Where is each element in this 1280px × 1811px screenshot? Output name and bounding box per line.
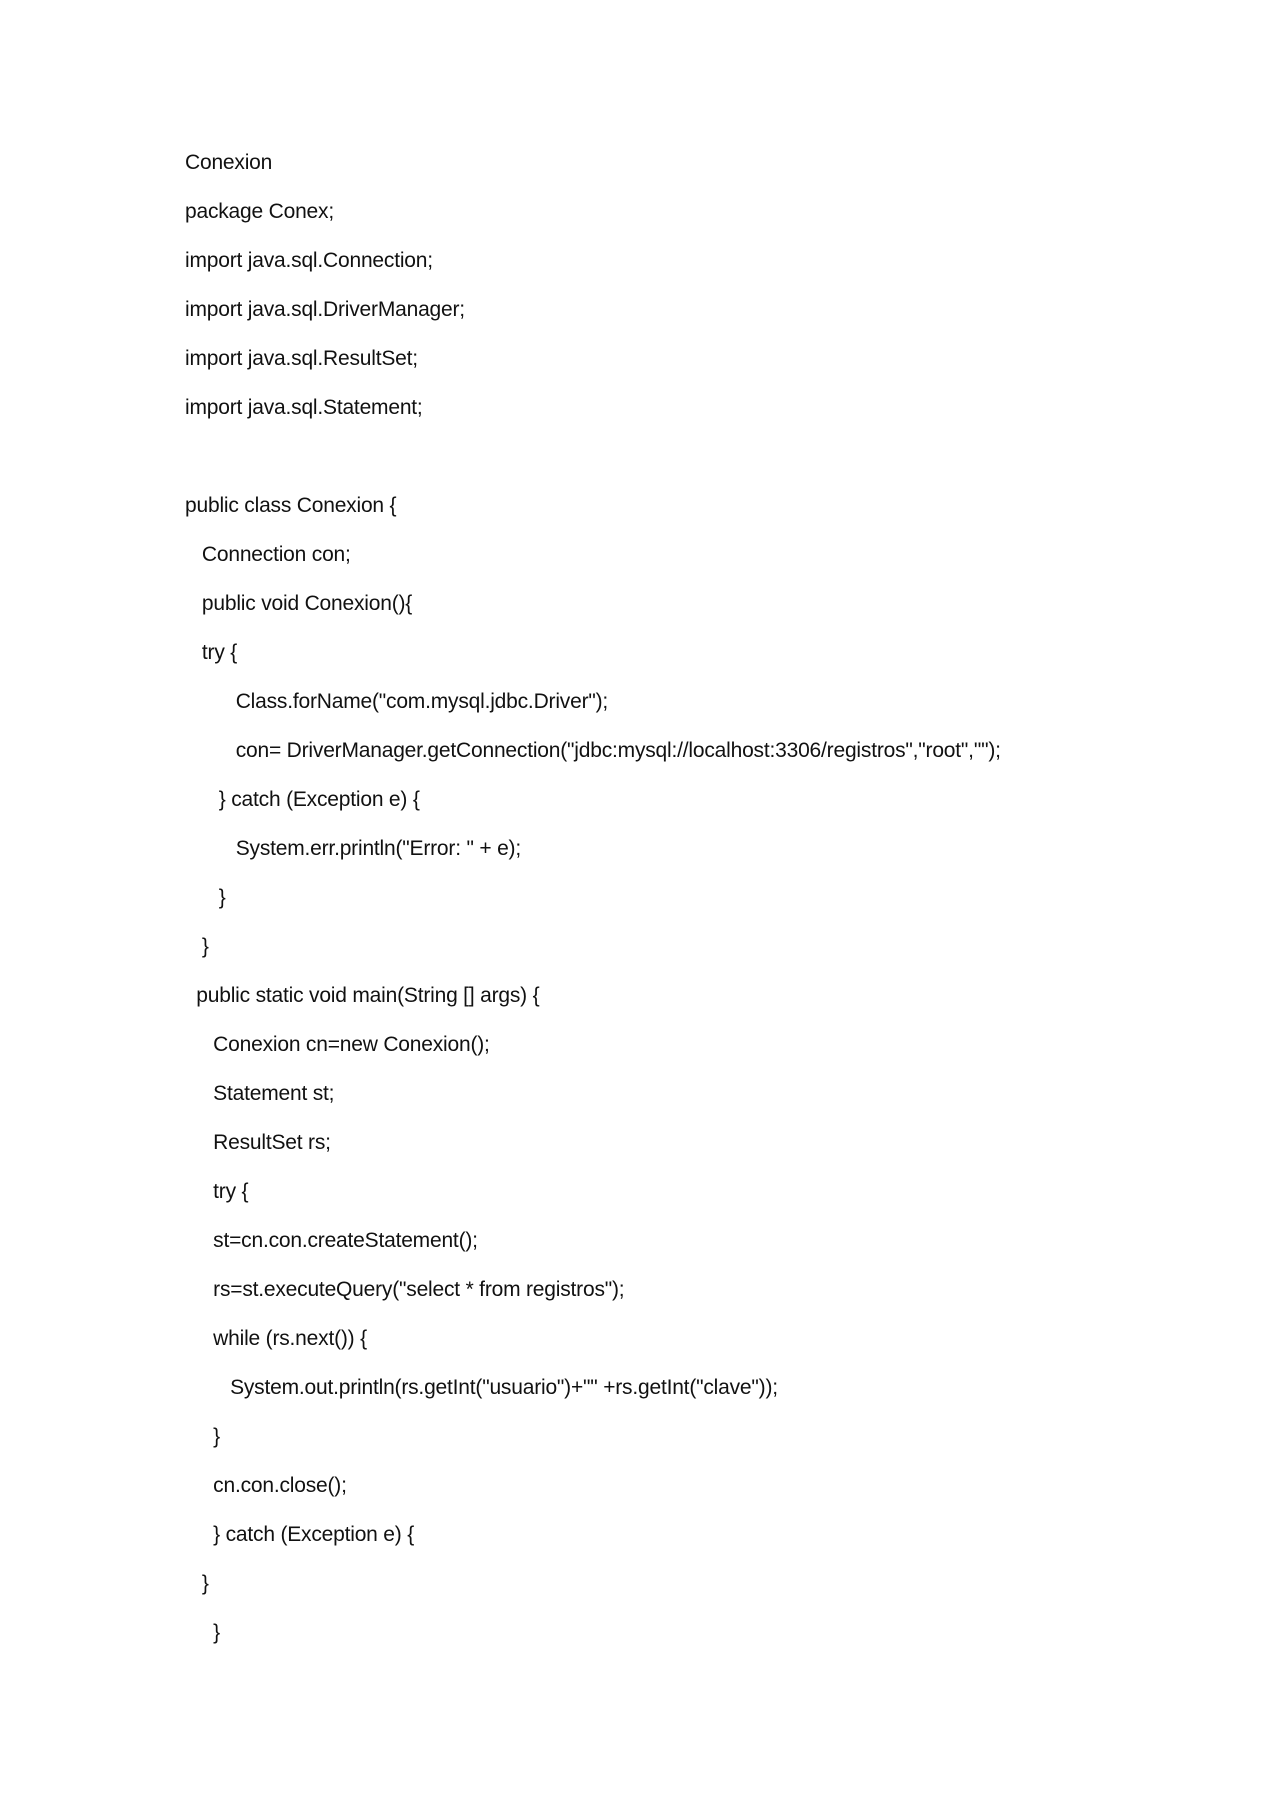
code-line: try {	[185, 641, 238, 664]
code-line: package Conex;	[185, 200, 334, 223]
code-line: System.err.println("Error: " + e);	[185, 837, 521, 860]
code-line: } catch (Exception e) {	[185, 788, 420, 811]
code-line: cn.con.close();	[185, 1474, 347, 1497]
code-line: while (rs.next()) {	[185, 1327, 367, 1350]
code-line: public class Conexion {	[185, 494, 397, 517]
code-line: }	[185, 886, 226, 909]
code-line: import java.sql.Statement;	[185, 396, 423, 419]
code-line: }	[185, 1621, 220, 1644]
code-line: ResultSet rs;	[185, 1131, 331, 1154]
code-line: try {	[185, 1180, 249, 1203]
code-line: import java.sql.DriverManager;	[185, 298, 465, 321]
code-line: public static void main(String [] args) {	[185, 984, 540, 1007]
code-line: }	[185, 935, 209, 958]
code-line: Class.forName("com.mysql.jdbc.Driver");	[185, 690, 609, 713]
code-line: System.out.println(rs.getInt("usuario")+"" +rs.getInt("clave"));	[185, 1376, 778, 1399]
code-line: Connection con;	[185, 543, 351, 566]
document-title: Conexion	[185, 151, 273, 174]
code-line: con= DriverManager.getConnection("jdbc:mysql://localhost:3306/registros","root","");	[185, 739, 1001, 762]
code-line: Statement st;	[185, 1082, 335, 1105]
code-line: st=cn.con.createStatement();	[185, 1229, 478, 1252]
code-line: Conexion cn=new Conexion();	[185, 1033, 490, 1056]
code-line: import java.sql.ResultSet;	[185, 347, 418, 370]
code-line: }	[185, 1572, 209, 1595]
code-line: import java.sql.Connection;	[185, 249, 433, 272]
code-line: }	[185, 1425, 220, 1448]
code-line: rs=st.executeQuery("select * from registros");	[185, 1278, 625, 1301]
code-line: } catch (Exception e) {	[185, 1523, 415, 1546]
code-line: public void Conexion(){	[185, 592, 413, 615]
